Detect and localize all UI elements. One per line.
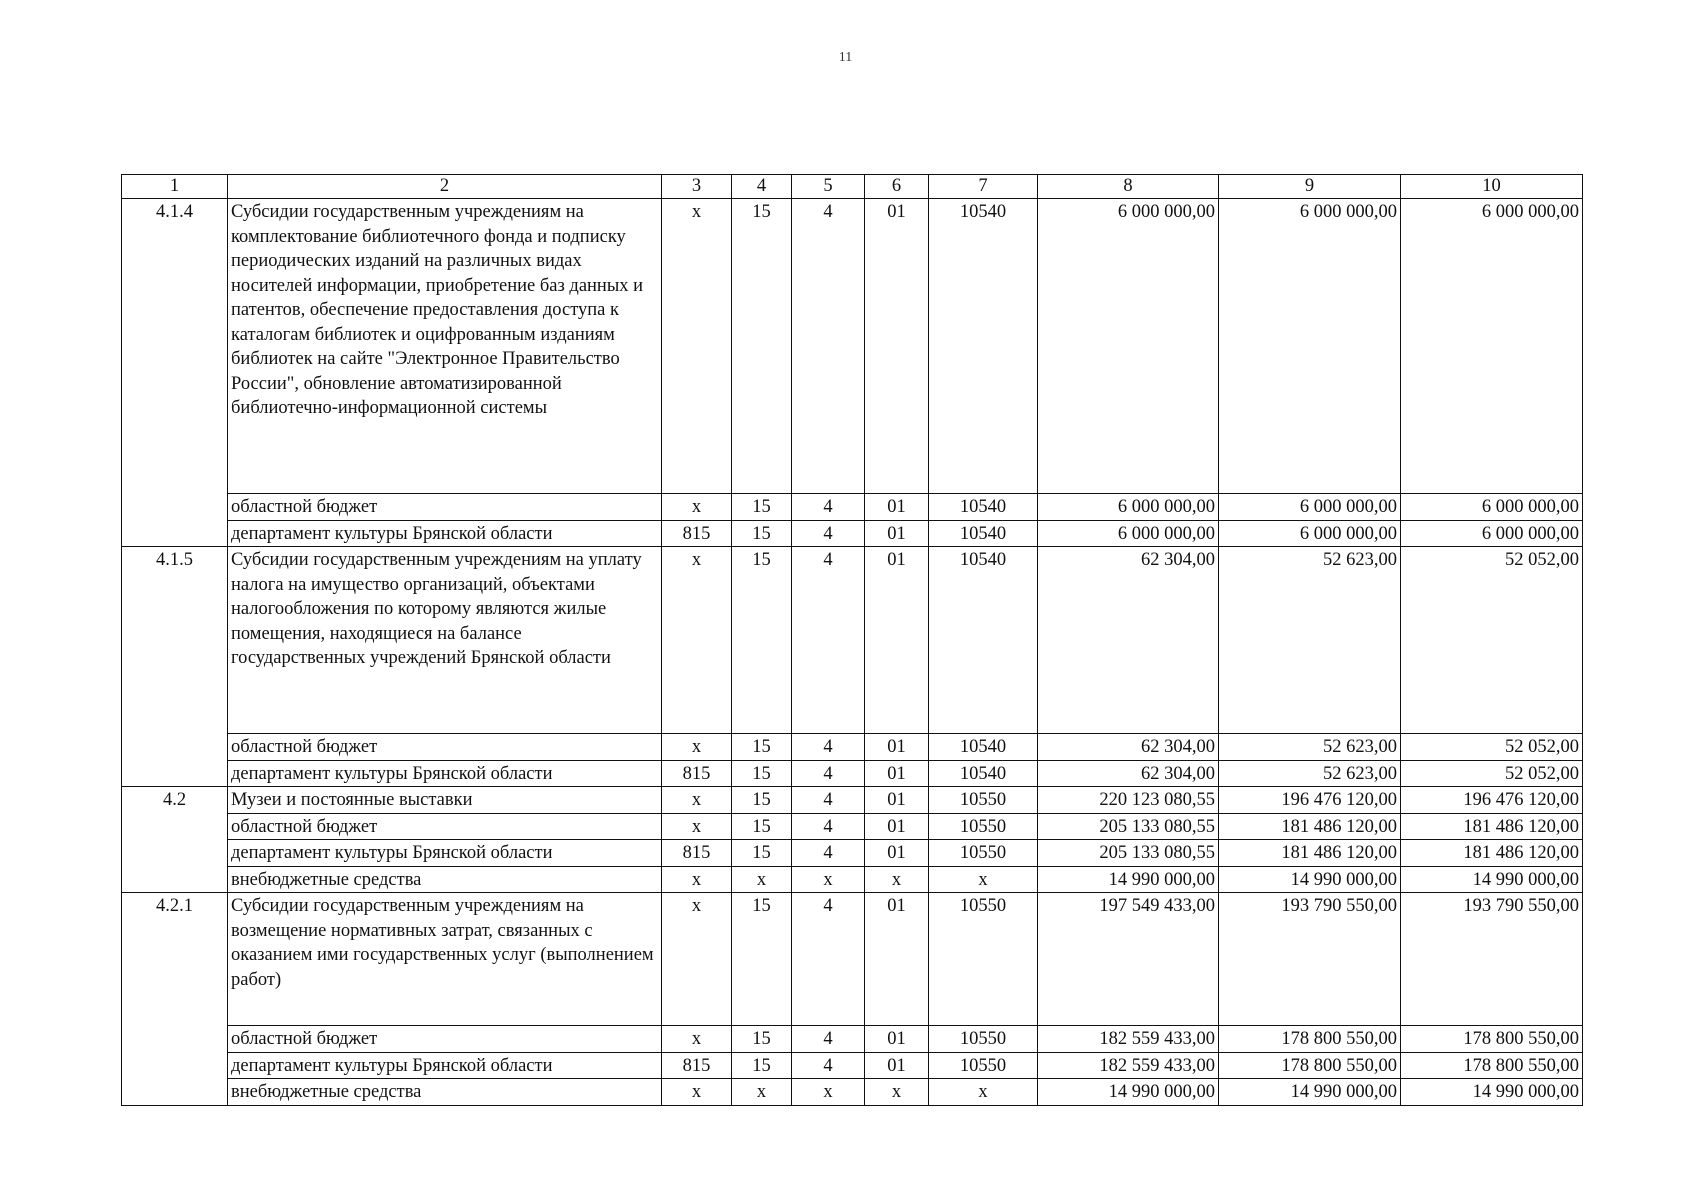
cell-c8: 62 304,00 [1038,760,1219,787]
section-code: 4.2 [122,787,228,893]
cell-c8: 197 549 433,00 [1038,893,1219,1026]
cell-c3: 815 [662,520,732,547]
cell-c8: 6 000 000,00 [1038,520,1219,547]
cell-c5: х [792,1079,865,1106]
cell-c10: 196 476 120,00 [1401,787,1583,814]
cell-c7: 10550 [929,787,1038,814]
cell-c4: 15 [732,813,792,840]
cell-c4: 15 [732,840,792,867]
table-row [122,1079,1583,1106]
cell-c3: х [662,547,732,734]
header-cell: 7 [929,175,1038,199]
cell-c4: 15 [732,494,792,521]
cell-c5: 4 [792,813,865,840]
table-row [122,199,1583,494]
header-cell: 2 [228,175,662,199]
cell-c8: 220 123 080,55 [1038,787,1219,814]
cell-c8: 14 990 000,00 [1038,866,1219,893]
header-cell: 9 [1219,175,1401,199]
table-row [122,520,1583,547]
cell-c7: 10550 [929,840,1038,867]
cell-c7: 10540 [929,494,1038,521]
row-name: областной бюджет [228,813,662,840]
cell-c4: 15 [732,760,792,787]
section-code: 4.1.5 [122,547,228,787]
cell-c5: 4 [792,547,865,734]
header-cell: 3 [662,175,732,199]
table-row [122,893,1583,1026]
cell-c6: 01 [865,494,929,521]
cell-c7: 10540 [929,760,1038,787]
header-row [122,175,1583,199]
cell-c3: х [662,1079,732,1106]
cell-c6: 01 [865,760,929,787]
row-name: областной бюджет [228,494,662,521]
cell-c9: 52 623,00 [1219,547,1401,734]
table-row [122,813,1583,840]
cell-c5: 4 [792,1026,865,1053]
cell-c5: 4 [792,199,865,494]
table-row [122,494,1583,521]
cell-c3: х [662,494,732,521]
cell-c4: 15 [732,199,792,494]
cell-c10: 14 990 000,00 [1401,866,1583,893]
cell-c10: 181 486 120,00 [1401,813,1583,840]
header-cell: 8 [1038,175,1219,199]
cell-c8: 182 559 433,00 [1038,1026,1219,1053]
cell-c10: 52 052,00 [1401,734,1583,761]
table-header [122,175,1583,199]
cell-c10: 14 990 000,00 [1401,1079,1583,1106]
cell-c4: 15 [732,1052,792,1079]
cell-c6: 01 [865,734,929,761]
cell-c9: 181 486 120,00 [1219,813,1401,840]
cell-c9: 14 990 000,00 [1219,1079,1401,1106]
row-name: департамент культуры Брянской области [228,520,662,547]
cell-c8: 182 559 433,00 [1038,1052,1219,1079]
cell-c6: 01 [865,1052,929,1079]
section-code: 4.1.4 [122,199,228,547]
cell-c5: 4 [792,893,865,1026]
row-name: Субсидии государственным учреждениям на комплектование библиотечного фонда и подписку периодических изданий на различных видах носителей информации, приобретение баз данных и патентов, обеспечение предоставления доступа к каталогам библиотек и оцифрованным изданиям библиотек на сайте "Электронное Правительство России", обновление автоматизированной библиотечно-информационной системы [228,199,662,494]
budget-table [121,174,1583,1106]
cell-c6: 01 [865,893,929,1026]
cell-c9: 181 486 120,00 [1219,840,1401,867]
row-name: Субсидии государственным учреждениям на уплату налога на имущество организаций, объектами налогообложения по которому являются жилые помещения, находящиеся на балансе государственных учреждений Брянской области [228,547,662,734]
cell-c8: 6 000 000,00 [1038,494,1219,521]
page-number: 11 [838,50,853,65]
cell-c5: 4 [792,1052,865,1079]
cell-c3: х [662,734,732,761]
row-name: Субсидии государственным учреждениям на возмещение нормативных затрат, связанных с оказанием ими государственных услуг (выполнением работ) [228,893,662,1026]
cell-c8: 205 133 080,55 [1038,813,1219,840]
header-cell: 5 [792,175,865,199]
cell-c8: 62 304,00 [1038,734,1219,761]
cell-c3: х [662,787,732,814]
cell-c9: 6 000 000,00 [1219,520,1401,547]
cell-c10: 6 000 000,00 [1401,199,1583,494]
cell-c4: 15 [732,734,792,761]
cell-c6: 01 [865,1026,929,1053]
row-name: департамент культуры Брянской области [228,840,662,867]
row-name: внебюджетные средства [228,866,662,893]
cell-c6: 01 [865,520,929,547]
cell-c5: 4 [792,840,865,867]
cell-c10: 178 800 550,00 [1401,1026,1583,1053]
cell-c8: 6 000 000,00 [1038,199,1219,494]
table-row [122,1026,1583,1053]
cell-c6: 01 [865,547,929,734]
cell-c5: х [792,866,865,893]
cell-c9: 6 000 000,00 [1219,199,1401,494]
cell-c9: 178 800 550,00 [1219,1052,1401,1079]
cell-c5: 4 [792,787,865,814]
cell-c6: х [865,1079,929,1106]
cell-c9: 178 800 550,00 [1219,1026,1401,1053]
row-name: областной бюджет [228,734,662,761]
cell-c7: 10540 [929,734,1038,761]
cell-c9: 196 476 120,00 [1219,787,1401,814]
table-row [122,547,1583,734]
row-name: департамент культуры Брянской области [228,1052,662,1079]
cell-c4: 15 [732,893,792,1026]
cell-c10: 193 790 550,00 [1401,893,1583,1026]
cell-c5: 4 [792,520,865,547]
header-cell: 6 [865,175,929,199]
cell-c3: х [662,1026,732,1053]
cell-c7: 10540 [929,520,1038,547]
table-row [122,787,1583,814]
cell-c3: 815 [662,760,732,787]
cell-c9: 52 623,00 [1219,760,1401,787]
header-cell: 10 [1401,175,1583,199]
table-row [122,866,1583,893]
table-row [122,734,1583,761]
cell-c9: 14 990 000,00 [1219,866,1401,893]
cell-c4: х [732,866,792,893]
cell-c9: 193 790 550,00 [1219,893,1401,1026]
cell-c3: х [662,813,732,840]
cell-c3: 815 [662,1052,732,1079]
cell-c4: 15 [732,1026,792,1053]
table-body [122,199,1583,1106]
cell-c7: х [929,866,1038,893]
cell-c7: 10550 [929,813,1038,840]
header-cell: 1 [122,175,228,199]
row-name: департамент культуры Брянской области [228,760,662,787]
cell-c8: 62 304,00 [1038,547,1219,734]
cell-c6: 01 [865,840,929,867]
cell-c10: 6 000 000,00 [1401,494,1583,521]
table-row [122,840,1583,867]
cell-c5: 4 [792,494,865,521]
cell-c7: 10550 [929,893,1038,1026]
cell-c3: 815 [662,840,732,867]
cell-c6: 01 [865,813,929,840]
cell-c10: 52 052,00 [1401,547,1583,734]
cell-c7: 10550 [929,1052,1038,1079]
table-row [122,760,1583,787]
cell-c4: 15 [732,787,792,814]
cell-c3: х [662,199,732,494]
row-name: областной бюджет [228,1026,662,1053]
cell-c6: 01 [865,199,929,494]
cell-c10: 178 800 550,00 [1401,1052,1583,1079]
cell-c4: х [732,1079,792,1106]
cell-c10: 181 486 120,00 [1401,840,1583,867]
cell-c7: 10550 [929,1026,1038,1053]
cell-c9: 6 000 000,00 [1219,494,1401,521]
cell-c6: 01 [865,787,929,814]
header-cell: 4 [732,175,792,199]
cell-c4: 15 [732,547,792,734]
cell-c10: 6 000 000,00 [1401,520,1583,547]
cell-c5: 4 [792,760,865,787]
cell-c7: х [929,1079,1038,1106]
cell-c3: х [662,893,732,1026]
cell-c7: 10540 [929,199,1038,494]
row-name: Музеи и постоянные выставки [228,787,662,814]
cell-c10: 52 052,00 [1401,760,1583,787]
cell-c7: 10540 [929,547,1038,734]
cell-c3: х [662,866,732,893]
cell-c5: 4 [792,734,865,761]
cell-c9: 52 623,00 [1219,734,1401,761]
cell-c6: х [865,866,929,893]
row-name: внебюджетные средства [228,1079,662,1106]
cell-c4: 15 [732,520,792,547]
table-row [122,1052,1583,1079]
cell-c8: 14 990 000,00 [1038,1079,1219,1106]
cell-c8: 205 133 080,55 [1038,840,1219,867]
section-code: 4.2.1 [122,893,228,1106]
